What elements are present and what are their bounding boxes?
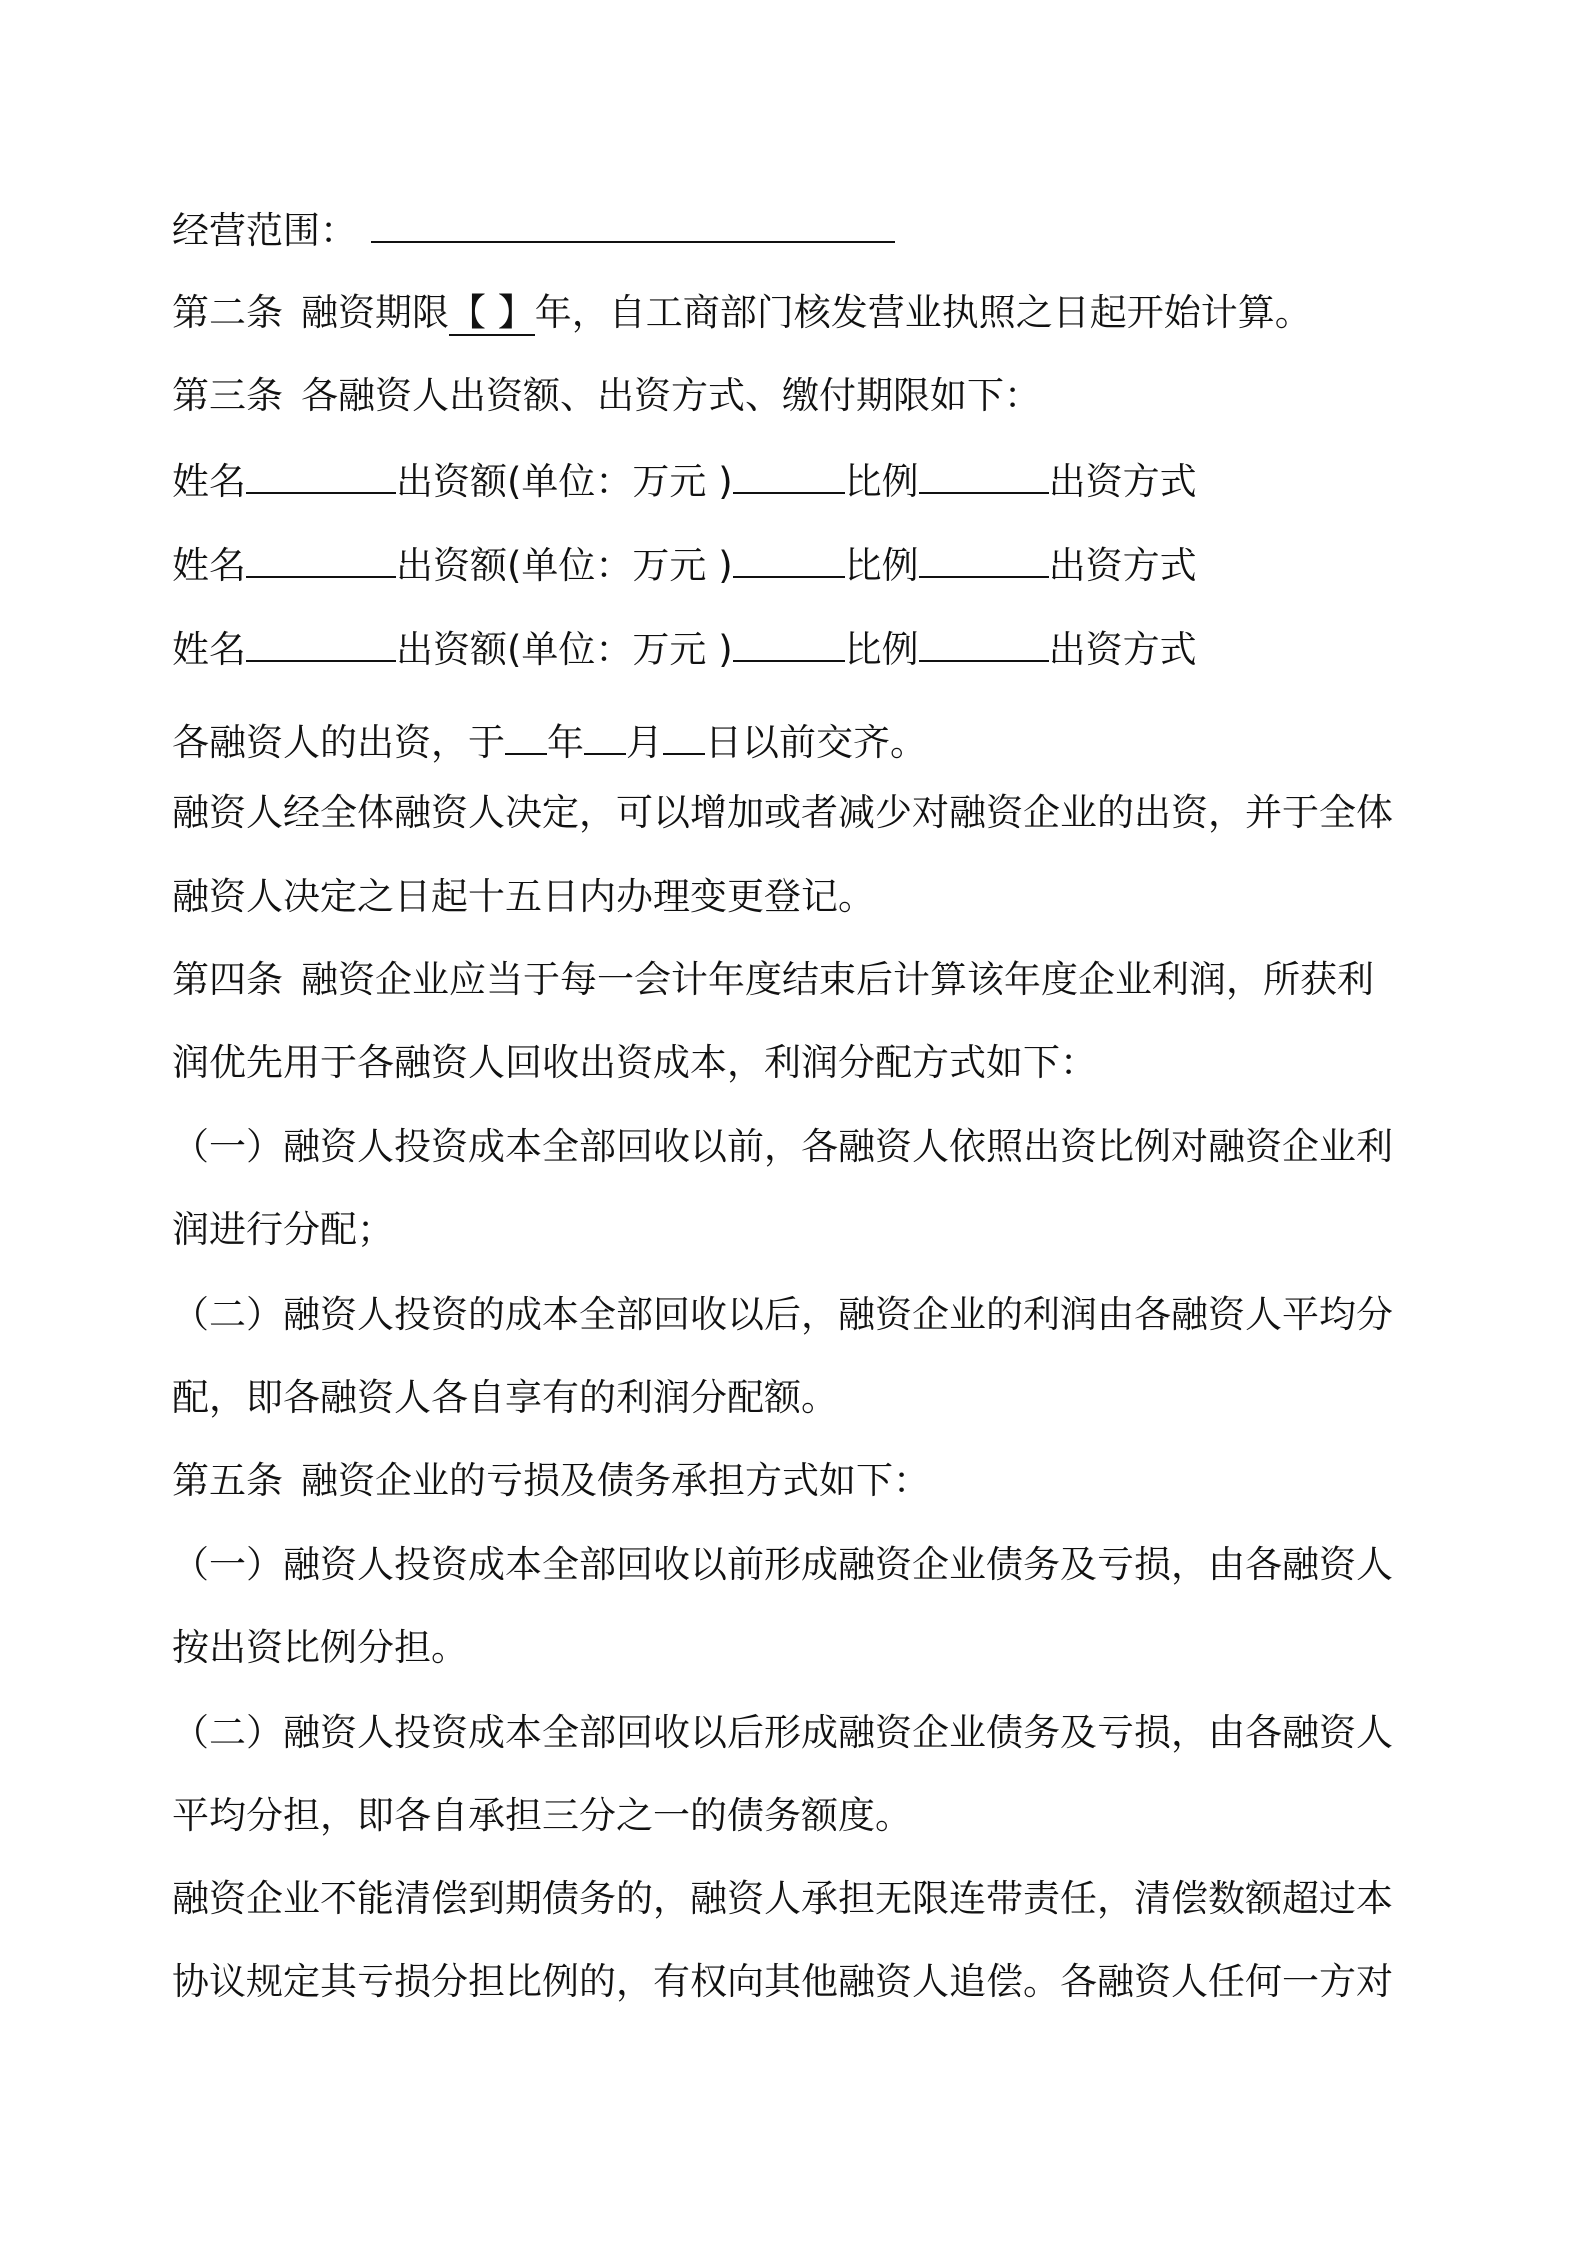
- investor-ratio-label: 比例: [844, 460, 919, 503]
- article-4-line-2: 润优先用于各融资人回收出资成本，利润分配方式如下：: [172, 1041, 1097, 1084]
- business-scope-label: 经营范围：: [172, 209, 357, 252]
- article-5-line: [172, 1456, 1422, 1506]
- investor-amount-blank[interactable]: [733, 622, 845, 662]
- investor-ratio-blank[interactable]: [919, 622, 1049, 662]
- deadline-text-a: 各融资人的出资，于: [172, 721, 505, 764]
- capital-change-line-1: 融资人经全体融资人决定，可以增加或者减少对融资企业的出资，并于全体: [172, 791, 1393, 834]
- article-2-line: [172, 288, 1422, 338]
- investor-method-label: 出资方式: [1048, 628, 1197, 671]
- article-5-item-1-line-2: 按出资比例分担。: [172, 1626, 468, 1669]
- article-5-item-1-line-1: （一）融资人投资成本全部回收以前形成融资企业债务及亏损，由各融资人: [172, 1543, 1393, 1586]
- investor-row-2: [172, 538, 1422, 588]
- article-5-prefix: 第五条: [172, 1459, 283, 1502]
- investor-ratio-label: 比例: [844, 544, 919, 587]
- article-2-term-blank[interactable]: 【 】: [449, 291, 535, 334]
- investor-method-label: 出资方式: [1048, 460, 1197, 503]
- article-4-item-2-line-2: 配，即各融资人各自享有的利润分配额。: [172, 1376, 838, 1419]
- deadline-day-blank[interactable]: [663, 715, 705, 755]
- article-5-body: 融资企业的亏损及债务承担方式如下：: [301, 1459, 930, 1502]
- article-3-prefix: 第三条: [172, 374, 283, 417]
- deadline-year-blank[interactable]: [505, 715, 547, 755]
- business-scope-blank[interactable]: [371, 203, 895, 243]
- article-2-body-b: 年，自工商部门核发营业执照之日起开始计算。: [534, 291, 1312, 334]
- article-4-line-1: [172, 955, 1422, 1005]
- deadline-line: [172, 715, 1422, 765]
- investor-amount-label: 出资额(单位：万元 ): [396, 544, 733, 587]
- investor-ratio-blank[interactable]: [919, 538, 1049, 578]
- investor-name-blank[interactable]: [246, 622, 396, 662]
- article-4-item-2-line-1: （二）融资人投资的成本全部回收以后，融资企业的利润由各融资人平均分: [172, 1293, 1393, 1336]
- investor-amount-blank[interactable]: [733, 454, 845, 494]
- article-4-prefix: 第四条: [172, 958, 283, 1001]
- article-2-body-a: 融资期限: [301, 291, 449, 334]
- investor-amount-label: 出资额(单位：万元 ): [396, 460, 733, 503]
- deadline-month-label: 月: [626, 721, 663, 764]
- investor-amount-label: 出资额(单位：万元 ): [396, 628, 733, 671]
- article-4-item-1-line-2: 润进行分配；: [172, 1208, 394, 1251]
- business-scope-line: [172, 203, 1422, 253]
- investor-name-label: 姓名: [172, 460, 246, 503]
- article-5-item-2-line-1: （二）融资人投资成本全部回收以后形成融资企业债务及亏损，由各融资人: [172, 1711, 1393, 1754]
- article-3-body: 各融资人出资额、出资方式、缴付期限如下：: [301, 374, 1041, 417]
- investor-name-blank[interactable]: [246, 454, 396, 494]
- article-4-body: 融资企业应当于每一会计年度结束后计算该年度企业利润，所获利: [301, 958, 1374, 1001]
- investor-ratio-label: 比例: [844, 628, 919, 671]
- investor-name-blank[interactable]: [246, 538, 396, 578]
- capital-change-line-2: 融资人决定之日起十五日内办理变更登记。: [172, 875, 875, 918]
- article-4-item-1-line-1: （一）融资人投资成本全部回收以前，各融资人依照出资比例对融资企业利: [172, 1125, 1393, 1168]
- investor-ratio-blank[interactable]: [919, 454, 1049, 494]
- deadline-day-label: 日以前交齐。: [705, 721, 927, 764]
- investor-name-label: 姓名: [172, 628, 246, 671]
- investor-row-3: [172, 622, 1422, 672]
- investor-row-1: [172, 454, 1422, 504]
- article-2-prefix: 第二条: [172, 291, 283, 334]
- article-5-item-2-line-2: 平均分担，即各自承担三分之一的债务额度。: [172, 1794, 912, 1837]
- deadline-year-label: 年: [547, 721, 584, 764]
- investor-method-label: 出资方式: [1048, 544, 1197, 587]
- investor-amount-blank[interactable]: [733, 538, 845, 578]
- article-3-line: [172, 371, 1422, 421]
- investor-name-label: 姓名: [172, 544, 246, 587]
- liability-line-1: 融资企业不能清偿到期债务的，融资人承担无限连带责任，清偿数额超过本: [172, 1877, 1393, 1920]
- deadline-month-blank[interactable]: [584, 715, 626, 755]
- liability-line-2: 协议规定其亏损分担比例的，有权向其他融资人追偿。各融资人任何一方对: [172, 1960, 1393, 2003]
